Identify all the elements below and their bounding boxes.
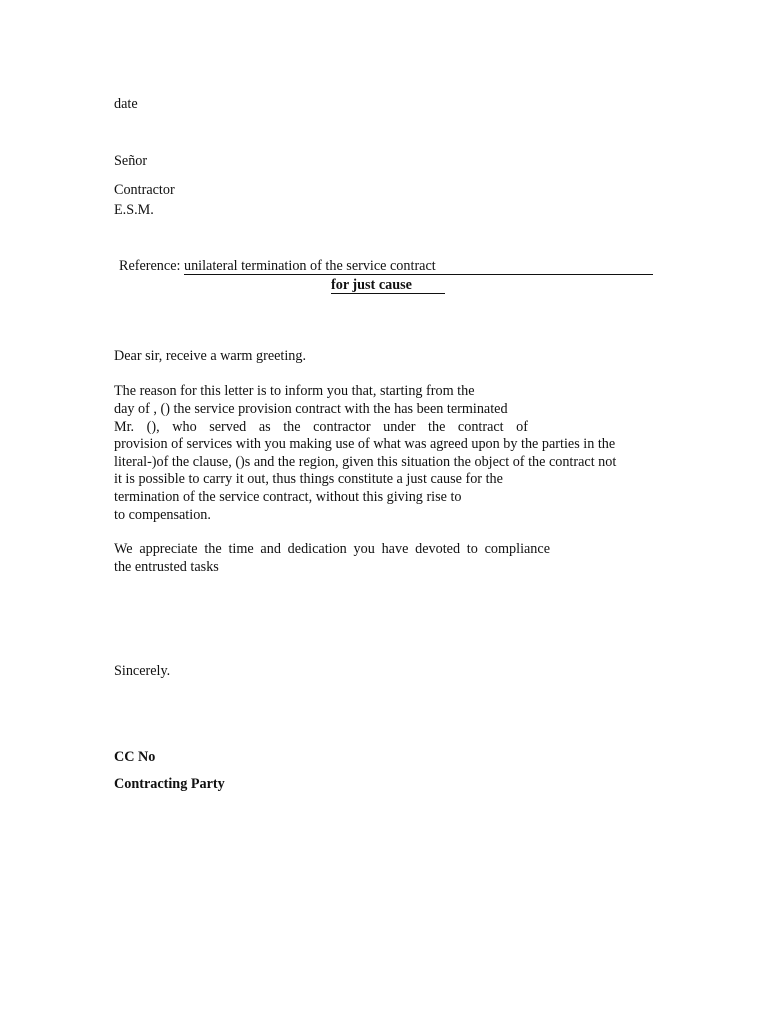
reference-line (119, 257, 653, 275)
appreciation-line: the entrusted tasks (114, 559, 219, 575)
reference-label: Reference: (119, 258, 181, 274)
reference-subject: unilateral termination of the service contract (184, 258, 653, 275)
body-line: literal-)of the clause, ()s and the region, given this situation the object of the contract not (114, 454, 617, 470)
cc-label: CC No (114, 749, 156, 765)
greeting: Dear sir, receive a warm greeting. (114, 348, 307, 364)
body-line: it is possible to carry it out, thus things constitute a just cause for the (114, 471, 503, 487)
body-line: termination of the service contract, without this giving rise to (114, 489, 462, 505)
signatory-role: Contracting Party (114, 776, 225, 792)
salutation-title: Señor (114, 153, 148, 169)
closing: Sincerely. (114, 663, 171, 679)
body-line: to compensation. (114, 507, 211, 523)
body-line: day of , () the service provision contract with the has been terminated (114, 401, 508, 417)
appreciation-line: We appreciate the time and dedication you have devoted to compliance (114, 541, 550, 557)
recipient-abbrev: E.S.M. (114, 202, 154, 218)
recipient-role: Contractor (114, 182, 175, 198)
body-line: The reason for this letter is to inform you that, starting from the (114, 383, 475, 399)
reference-subject-continuation: for just cause (331, 277, 445, 294)
letter-date: date (114, 96, 138, 112)
body-line: Mr. (), who served as the contractor under the contract of (114, 419, 528, 435)
body-line: provision of services with you making use of what was agreed upon by the parties in the (114, 436, 616, 452)
